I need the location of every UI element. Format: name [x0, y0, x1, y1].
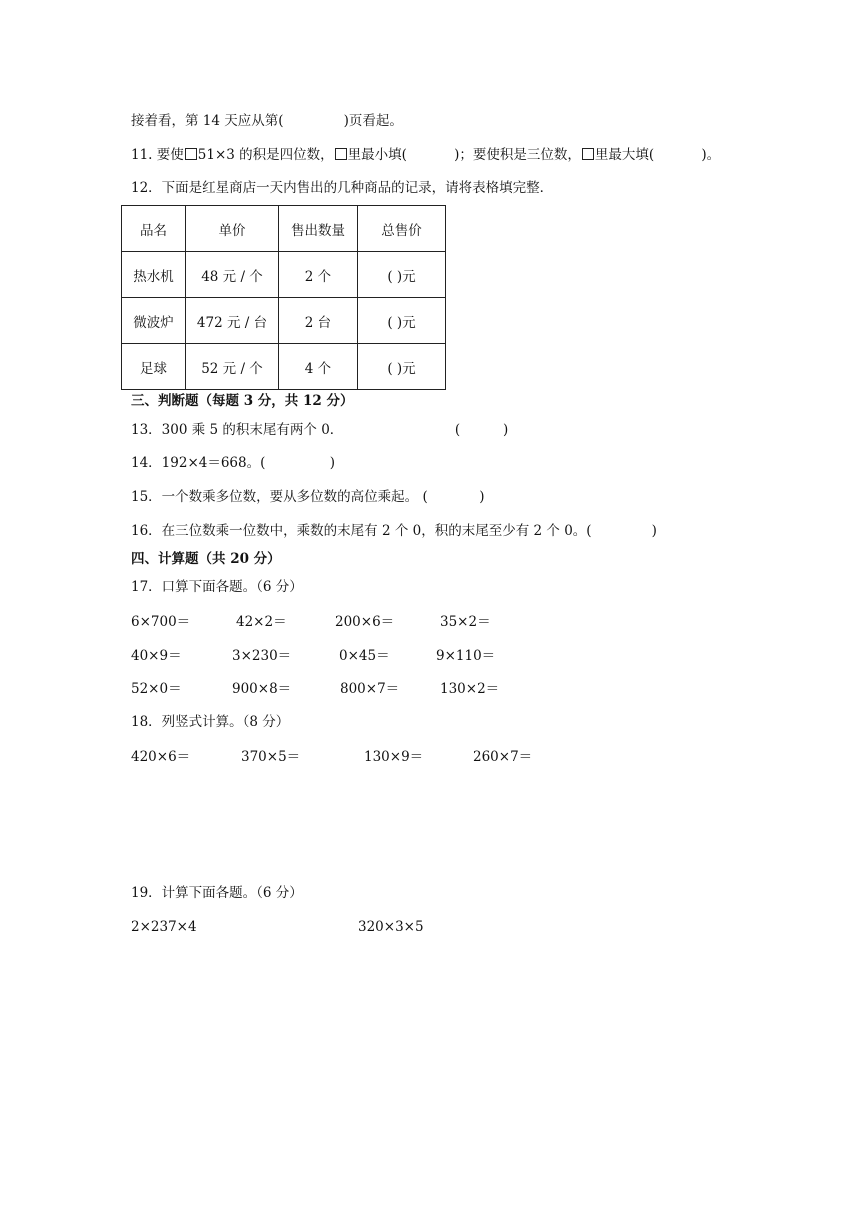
- table-cell: 微波炉: [122, 298, 186, 344]
- q11-part-d: 里最大填( )。: [594, 147, 721, 163]
- oral-item: 3×230＝: [232, 648, 292, 664]
- vertical-item: 130×9＝: [364, 749, 424, 765]
- oral-item: 42×2＝: [236, 614, 287, 630]
- oral-item: 900×8＝: [232, 681, 292, 697]
- question-15: 15．一个数乘多位数，要从多位数的高位乘起。 ( ): [131, 489, 485, 505]
- header-cell: 单价: [186, 206, 279, 252]
- oral-item: 6×700＝: [131, 614, 191, 630]
- q11-part-a: 11. 要使: [131, 147, 184, 163]
- answer-cell[interactable]: ( )元: [358, 344, 446, 390]
- table-cell: 52 元 / 个: [186, 344, 279, 390]
- blank-square-icon: [335, 148, 347, 160]
- vertical-item: 370×5＝: [241, 749, 301, 765]
- table-cell: 2 个: [279, 252, 358, 298]
- table-cell: 足球: [122, 344, 186, 390]
- oral-item: 52×0＝: [131, 681, 182, 697]
- question-11: [131, 146, 720, 164]
- oral-item: 40×9＝: [131, 648, 182, 664]
- header-cell: 总售价: [358, 206, 446, 252]
- oral-item: 9×110＝: [436, 648, 496, 664]
- question-14: 14．192×4＝668。( ): [131, 455, 336, 471]
- vertical-item: 420×6＝: [131, 749, 191, 765]
- oral-item: 800×7＝: [340, 681, 400, 697]
- table-row: [122, 298, 446, 344]
- answer-cell[interactable]: ( )元: [358, 298, 446, 344]
- table-cell: 4 个: [279, 344, 358, 390]
- question-18: 18．列竖式计算。（8 分）: [131, 714, 290, 730]
- table-cell: 472 元 / 台: [186, 298, 279, 344]
- header-cell: 品名: [122, 206, 186, 252]
- question-19: 19．计算下面各题。（6 分）: [131, 885, 303, 901]
- oral-item: 35×2＝: [440, 614, 491, 630]
- table-header-row: [122, 206, 446, 252]
- q11-part-c: 里最小填( )；要使积是三位数，: [347, 147, 581, 163]
- sales-table: [121, 205, 446, 390]
- q11-part-b: 51×3 的积是四位数，: [197, 147, 334, 163]
- section-3-title: 三、判断题（每题 3 分，共 12 分）: [131, 393, 354, 409]
- oral-item: 200×6＝: [335, 614, 395, 630]
- question-13: 13．300 乘 5 的积末尾有两个 0． ( ): [131, 422, 509, 438]
- vertical-item: 260×7＝: [473, 749, 533, 765]
- table-cell: 48 元 / 个: [186, 252, 279, 298]
- calc-item: 2×237×4: [131, 919, 197, 935]
- oral-item: 0×45＝: [339, 648, 390, 664]
- header-cell: 售出数量: [279, 206, 358, 252]
- table-cell: 2 台: [279, 298, 358, 344]
- question-12: 12．下面是红星商店一天内售出的几种商品的记录，请将表格填完整．: [131, 180, 554, 196]
- oral-item: 130×2＝: [440, 681, 500, 697]
- question-10-continuation: 接着看，第 14 天应从第( )页看起。: [131, 113, 403, 129]
- answer-cell[interactable]: ( )元: [358, 252, 446, 298]
- table-row: [122, 344, 446, 390]
- section-4-title: 四、计算题（共 20 分）: [131, 551, 281, 567]
- calc-item: 320×3×5: [358, 919, 424, 935]
- question-17: 17．口算下面各题。（6 分）: [131, 579, 303, 595]
- table-row: [122, 252, 446, 298]
- blank-square-icon: [185, 148, 197, 160]
- question-16: 16．在三位数乘一位数中，乘数的末尾有 2 个 0，积的末尾至少有 2 个 0。( ): [131, 523, 657, 539]
- blank-square-icon: [582, 148, 594, 160]
- table-cell: 热水机: [122, 252, 186, 298]
